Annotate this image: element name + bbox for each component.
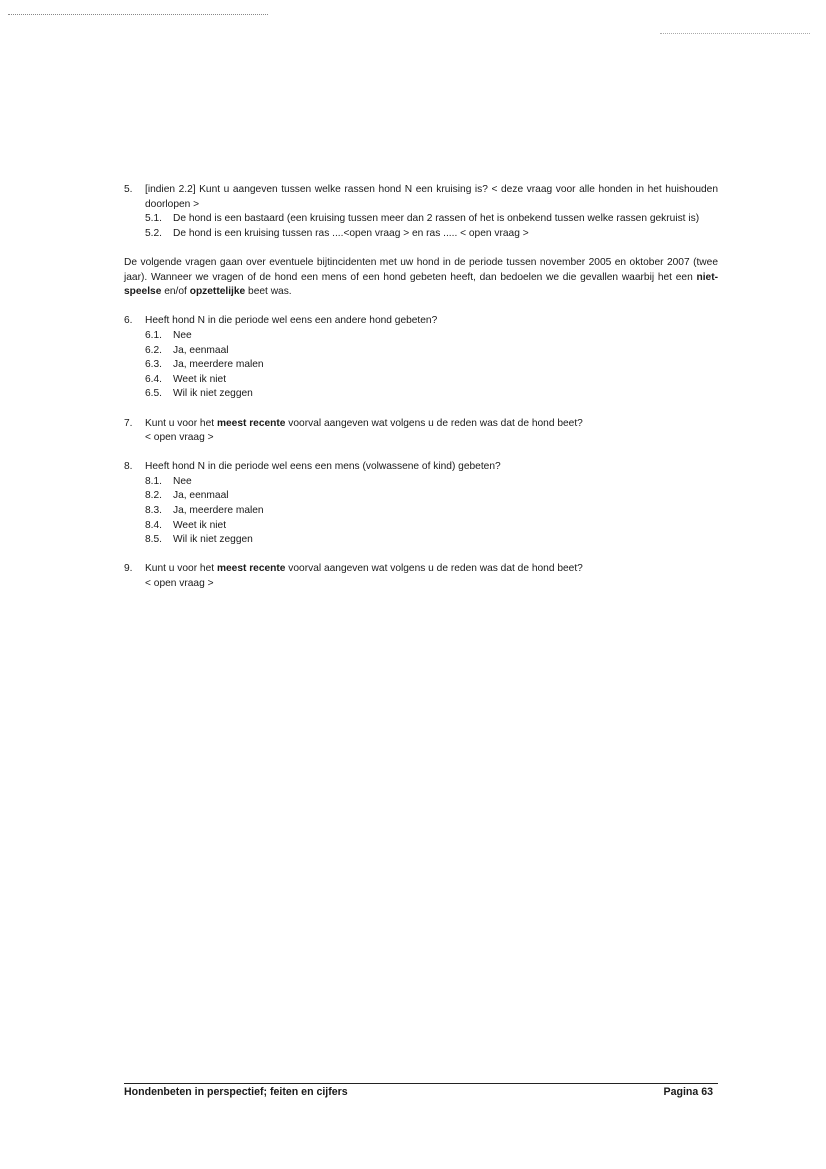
option-text: Nee xyxy=(173,329,192,341)
scan-artifact-top xyxy=(8,14,268,15)
question-bold-text: meest recente xyxy=(216,563,286,575)
option-text: Weet ik niet xyxy=(173,373,227,385)
option-text: De hond is een kruising tussen ras ....<open vraag > en ras ..... < open vraag > xyxy=(173,227,529,239)
question-text: voorval aangeven wat volgens u de reden was dat de hond beet? xyxy=(285,563,583,575)
footer-divider xyxy=(124,1083,718,1084)
question-9 xyxy=(124,562,718,591)
option-text: Ja, meerdere malen xyxy=(173,505,264,517)
option-number: 6.4. xyxy=(145,373,162,385)
intro-bold-opzettelijke: opzettelijke xyxy=(189,286,246,298)
question-bold-text: meest recente xyxy=(216,417,286,429)
option-number: 8.3. xyxy=(145,505,162,517)
question-text: Kunt u voor het xyxy=(145,563,217,575)
question-number: 6. xyxy=(124,315,133,327)
option-8-1 xyxy=(145,475,718,490)
page-number: Pagina 63 xyxy=(663,1086,713,1098)
option-text: Wil ik niet zeggen xyxy=(173,534,253,546)
option-text: Ja, eenmaal xyxy=(173,344,229,356)
intro-bold-niet-speelse: niet-speelse xyxy=(124,271,718,298)
footer-title: Hondenbeten in perspectief; feiten en cijfers xyxy=(124,1086,348,1098)
question-5 xyxy=(124,183,718,241)
option-number: 6.2. xyxy=(145,344,162,356)
option-number: 5.2. xyxy=(145,227,162,239)
option-6-1 xyxy=(145,329,718,344)
page-content xyxy=(124,183,718,592)
option-text: Weet ik niet xyxy=(173,519,227,531)
option-6-5 xyxy=(145,387,718,402)
option-number: 8.1. xyxy=(145,475,162,487)
option-5-2 xyxy=(145,227,718,242)
question-8 xyxy=(124,460,718,548)
option-6-3 xyxy=(145,358,718,373)
intro-text: en/of xyxy=(161,286,190,298)
option-6-2 xyxy=(145,344,718,359)
option-text: Ja, meerdere malen xyxy=(173,359,264,371)
option-number: 8.5. xyxy=(145,534,162,546)
question-number: 9. xyxy=(124,563,133,575)
option-text: Wil ik niet zeggen xyxy=(173,388,253,400)
options-list xyxy=(145,329,718,402)
question-text: Heeft hond N in die periode wel eens een mens (volwassene of kind) gebeten? xyxy=(145,461,501,473)
option-8-3 xyxy=(145,504,718,519)
question-6 xyxy=(124,314,718,402)
question-number: 7. xyxy=(124,417,133,429)
option-8-2 xyxy=(145,489,718,504)
option-8-5 xyxy=(145,533,718,548)
question-text: [indien 2.2] Kunt u aangeven tussen welke rassen hond N een kruising is? < deze vraag voor alle honden in het huishouden doorlopen > xyxy=(145,184,718,210)
question-number: 5. xyxy=(124,184,133,195)
options-list xyxy=(145,475,718,548)
option-number: 6.1. xyxy=(145,329,162,341)
option-number: 8.4. xyxy=(145,519,162,531)
option-number: 8.2. xyxy=(145,490,162,502)
intro-text: De volgende vragen gaan over eventuele bijtincidenten met uw hond in de periode tussen november 2005 en oktober 2007 (twee jaar). Wanneer we vragen of de hond een mens of een hond gebeten heeft, dan bedoelen we die gevallen waarbij het een xyxy=(124,256,718,283)
scan-artifact-right xyxy=(660,33,810,34)
open-answer: < open vraag > xyxy=(145,432,214,444)
question-7 xyxy=(124,417,718,446)
question-text: voorval aangeven wat volgens u de reden was dat de hond beet? xyxy=(285,417,583,429)
option-6-4 xyxy=(145,373,718,388)
option-text: De hond is een bastaard (een kruising tussen meer dan 2 rassen of het is onbekend tussen welke rassen gekruist is) xyxy=(173,213,700,225)
option-number: 6.5. xyxy=(145,388,162,400)
option-number: 5.1. xyxy=(145,213,162,225)
intro-text: beet was. xyxy=(245,286,292,298)
option-text: Ja, eenmaal xyxy=(173,490,229,502)
open-answer: < open vraag > xyxy=(145,578,214,590)
option-5-1 xyxy=(145,212,718,227)
option-number: 6.3. xyxy=(145,359,162,371)
question-text: Kunt u voor het xyxy=(145,417,217,429)
question-number: 8. xyxy=(124,461,133,473)
option-text: Nee xyxy=(173,475,192,487)
question-text: Heeft hond N in die periode wel eens een andere hond gebeten? xyxy=(145,315,438,327)
option-8-4 xyxy=(145,519,718,534)
intro-paragraph xyxy=(124,256,718,300)
